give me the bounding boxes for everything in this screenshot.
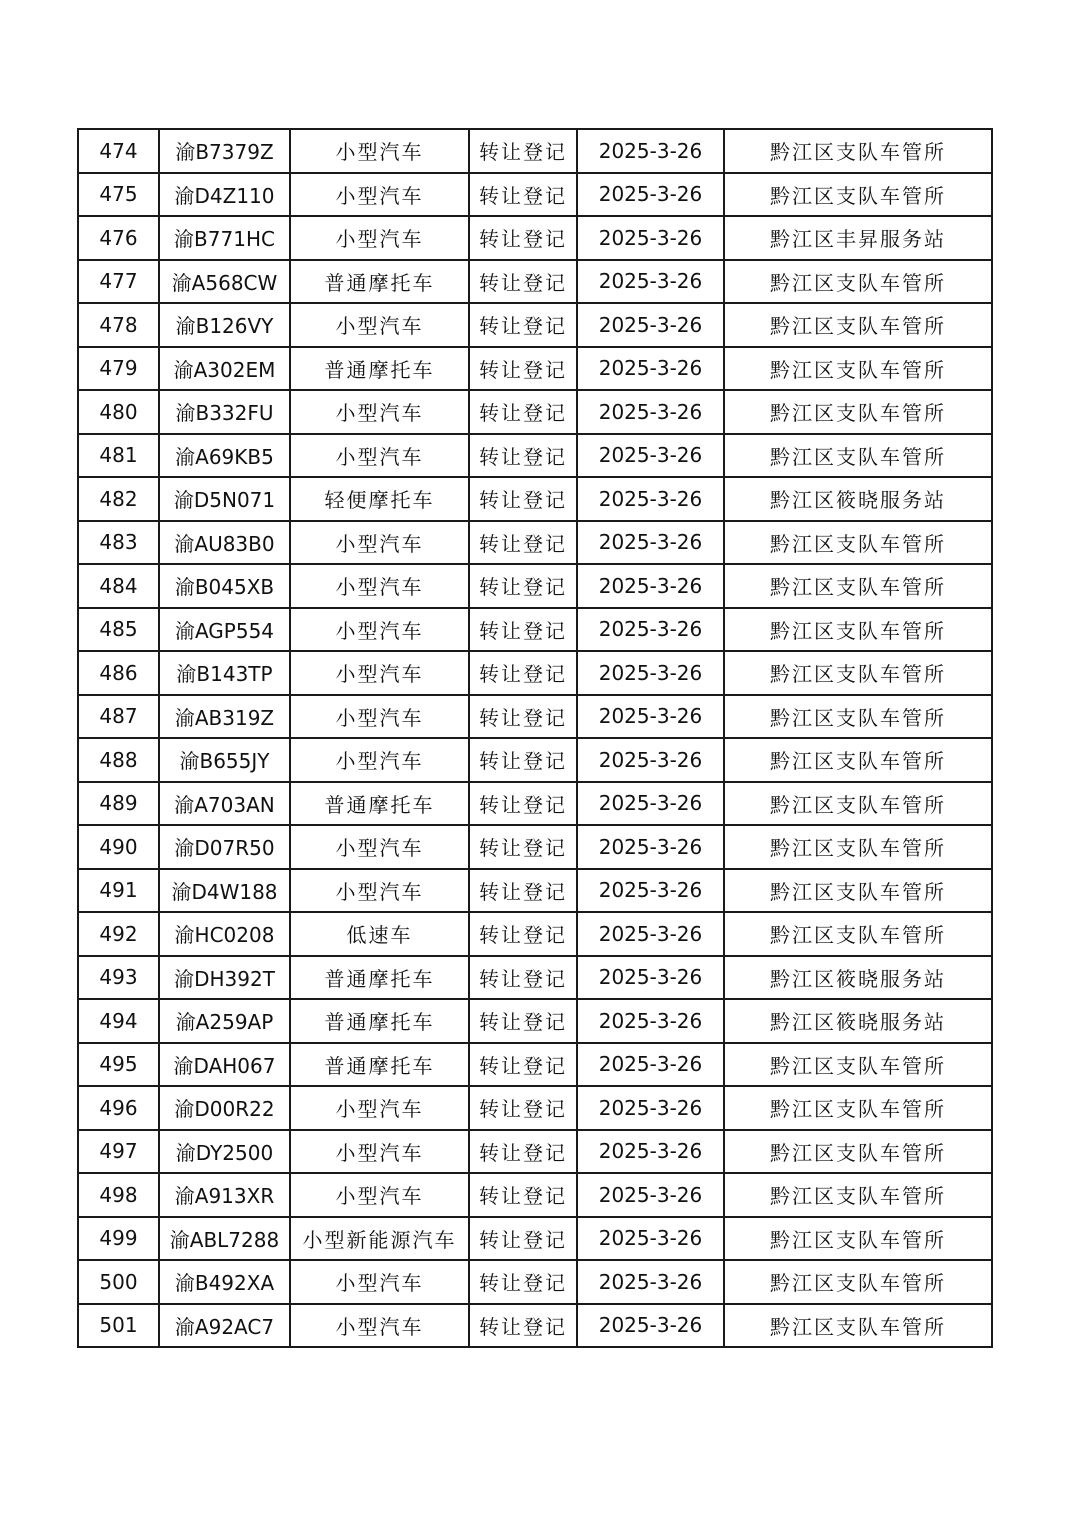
business-type: 转让登记 — [469, 738, 577, 782]
record-number: 499 — [78, 1217, 159, 1261]
office-name: 黔江区支队车管所 — [724, 303, 992, 347]
office-name: 黔江区支队车管所 — [724, 521, 992, 565]
office-name: 黔江区支队车管所 — [724, 608, 992, 652]
record-number: 497 — [78, 1130, 159, 1174]
plate-number: 渝D5N071 — [159, 477, 290, 521]
plate-number: 渝ABL7288 — [159, 1217, 290, 1261]
business-type: 转让登记 — [469, 912, 577, 956]
table-row — [78, 1304, 992, 1348]
record-number: 484 — [78, 564, 159, 608]
plate-number: 渝DH392T — [159, 956, 290, 1000]
office-name: 黔江区筱晓服务站 — [724, 999, 992, 1043]
vehicle-type: 小型汽车 — [290, 1260, 469, 1304]
table-row — [78, 129, 992, 173]
plate-number: 渝AB319Z — [159, 695, 290, 739]
plate-number: 渝DY2500 — [159, 1130, 290, 1174]
record-number: 474 — [78, 129, 159, 173]
vehicle-type: 小型汽车 — [290, 390, 469, 434]
record-number: 483 — [78, 521, 159, 565]
business-type: 转让登记 — [469, 1086, 577, 1130]
record-number: 491 — [78, 869, 159, 913]
registration-date: 2025-3-26 — [577, 1217, 724, 1261]
registration-date: 2025-3-26 — [577, 1086, 724, 1130]
business-type: 转让登记 — [469, 1130, 577, 1174]
table-row — [78, 825, 992, 869]
vehicle-type: 小型汽车 — [290, 869, 469, 913]
business-type: 转让登记 — [469, 608, 577, 652]
table-row — [78, 869, 992, 913]
table-row — [78, 912, 992, 956]
office-name: 黔江区支队车管所 — [724, 390, 992, 434]
office-name: 黔江区筱晓服务站 — [724, 956, 992, 1000]
plate-number: 渝A259AP — [159, 999, 290, 1043]
plate-number: 渝B7379Z — [159, 129, 290, 173]
registration-date: 2025-3-26 — [577, 608, 724, 652]
office-name: 黔江区支队车管所 — [724, 782, 992, 826]
vehicle-type: 小型汽车 — [290, 173, 469, 217]
registration-date: 2025-3-26 — [577, 390, 724, 434]
registration-date: 2025-3-26 — [577, 1260, 724, 1304]
vehicle-type: 小型汽车 — [290, 216, 469, 260]
office-name: 黔江区支队车管所 — [724, 651, 992, 695]
vehicle-type: 轻便摩托车 — [290, 477, 469, 521]
registration-date: 2025-3-26 — [577, 825, 724, 869]
registration-date: 2025-3-26 — [577, 129, 724, 173]
office-name: 黔江区支队车管所 — [724, 260, 992, 304]
vehicle-type: 低速车 — [290, 912, 469, 956]
registration-date: 2025-3-26 — [577, 912, 724, 956]
plate-number: 渝B492XA — [159, 1260, 290, 1304]
business-type: 转让登记 — [469, 1173, 577, 1217]
vehicle-type: 小型汽车 — [290, 825, 469, 869]
office-name: 黔江区筱晓服务站 — [724, 477, 992, 521]
record-number: 501 — [78, 1304, 159, 1348]
table-row — [78, 651, 992, 695]
table-row — [78, 1173, 992, 1217]
vehicle-type: 普通摩托车 — [290, 999, 469, 1043]
business-type: 转让登记 — [469, 390, 577, 434]
registration-date: 2025-3-26 — [577, 651, 724, 695]
business-type: 转让登记 — [469, 999, 577, 1043]
business-type: 转让登记 — [469, 956, 577, 1000]
registration-date: 2025-3-26 — [577, 347, 724, 391]
table-row — [78, 782, 992, 826]
plate-number: 渝A302EM — [159, 347, 290, 391]
record-number: 481 — [78, 434, 159, 478]
vehicle-type: 小型汽车 — [290, 1130, 469, 1174]
registration-table — [77, 128, 993, 1348]
registration-date: 2025-3-26 — [577, 869, 724, 913]
table-row — [78, 738, 992, 782]
record-number: 475 — [78, 173, 159, 217]
table-row — [78, 999, 992, 1043]
business-type: 转让登记 — [469, 303, 577, 347]
table-row — [78, 521, 992, 565]
registration-date: 2025-3-26 — [577, 782, 724, 826]
vehicle-type: 小型汽车 — [290, 1173, 469, 1217]
vehicle-type: 小型汽车 — [290, 695, 469, 739]
record-number: 477 — [78, 260, 159, 304]
vehicle-type: 普通摩托车 — [290, 782, 469, 826]
record-number: 489 — [78, 782, 159, 826]
table-row — [78, 608, 992, 652]
vehicle-type: 普通摩托车 — [290, 260, 469, 304]
registration-date: 2025-3-26 — [577, 1304, 724, 1348]
record-number: 498 — [78, 1173, 159, 1217]
table-row — [78, 1043, 992, 1087]
plate-number: 渝A568CW — [159, 260, 290, 304]
table-row — [78, 956, 992, 1000]
business-type: 转让登记 — [469, 216, 577, 260]
business-type: 转让登记 — [469, 129, 577, 173]
record-number: 494 — [78, 999, 159, 1043]
registration-table-body — [78, 129, 992, 1347]
business-type: 转让登记 — [469, 869, 577, 913]
table-row — [78, 477, 992, 521]
business-type: 转让登记 — [469, 1304, 577, 1348]
record-number: 486 — [78, 651, 159, 695]
table-row — [78, 390, 992, 434]
vehicle-type: 普通摩托车 — [290, 956, 469, 1000]
record-number: 496 — [78, 1086, 159, 1130]
plate-number: 渝HC0208 — [159, 912, 290, 956]
business-type: 转让登记 — [469, 173, 577, 217]
record-number: 500 — [78, 1260, 159, 1304]
vehicle-type: 小型汽车 — [290, 303, 469, 347]
business-type: 转让登记 — [469, 477, 577, 521]
table-row — [78, 260, 992, 304]
vehicle-type: 小型汽车 — [290, 564, 469, 608]
office-name: 黔江区支队车管所 — [724, 129, 992, 173]
vehicle-type: 普通摩托车 — [290, 1043, 469, 1087]
registration-date: 2025-3-26 — [577, 956, 724, 1000]
record-number: 487 — [78, 695, 159, 739]
plate-number: 渝B126VY — [159, 303, 290, 347]
business-type: 转让登记 — [469, 695, 577, 739]
plate-number: 渝D07R50 — [159, 825, 290, 869]
vehicle-type: 小型汽车 — [290, 651, 469, 695]
office-name: 黔江区支队车管所 — [724, 434, 992, 478]
office-name: 黔江区支队车管所 — [724, 347, 992, 391]
plate-number: 渝A703AN — [159, 782, 290, 826]
vehicle-type: 小型汽车 — [290, 434, 469, 478]
plate-number: 渝B655JY — [159, 738, 290, 782]
office-name: 黔江区支队车管所 — [724, 1217, 992, 1261]
business-type: 转让登记 — [469, 260, 577, 304]
plate-number: 渝B045XB — [159, 564, 290, 608]
registration-date: 2025-3-26 — [577, 1130, 724, 1174]
plate-number: 渝B771HC — [159, 216, 290, 260]
plate-number: 渝AGP554 — [159, 608, 290, 652]
record-number: 492 — [78, 912, 159, 956]
office-name: 黔江区支队车管所 — [724, 1130, 992, 1174]
business-type: 转让登记 — [469, 1217, 577, 1261]
vehicle-type: 小型汽车 — [290, 1086, 469, 1130]
registration-date: 2025-3-26 — [577, 1173, 724, 1217]
registration-date: 2025-3-26 — [577, 695, 724, 739]
plate-number: 渝D4W188 — [159, 869, 290, 913]
business-type: 转让登记 — [469, 825, 577, 869]
table-row — [78, 173, 992, 217]
vehicle-type: 小型新能源汽车 — [290, 1217, 469, 1261]
vehicle-type: 小型汽车 — [290, 129, 469, 173]
record-number: 480 — [78, 390, 159, 434]
office-name: 黔江区支队车管所 — [724, 695, 992, 739]
registration-date: 2025-3-26 — [577, 477, 724, 521]
registration-date: 2025-3-26 — [577, 521, 724, 565]
office-name: 黔江区支队车管所 — [724, 738, 992, 782]
vehicle-type: 小型汽车 — [290, 608, 469, 652]
plate-number: 渝A913XR — [159, 1173, 290, 1217]
business-type: 转让登记 — [469, 564, 577, 608]
vehicle-type: 小型汽车 — [290, 738, 469, 782]
business-type: 转让登记 — [469, 434, 577, 478]
business-type: 转让登记 — [469, 782, 577, 826]
record-number: 495 — [78, 1043, 159, 1087]
business-type: 转让登记 — [469, 1260, 577, 1304]
plate-number: 渝D4Z110 — [159, 173, 290, 217]
office-name: 黔江区支队车管所 — [724, 1173, 992, 1217]
record-number: 478 — [78, 303, 159, 347]
office-name: 黔江区支队车管所 — [724, 1304, 992, 1348]
plate-number: 渝D00R22 — [159, 1086, 290, 1130]
table-row — [78, 1086, 992, 1130]
office-name: 黔江区支队车管所 — [724, 912, 992, 956]
plate-number: 渝DAH067 — [159, 1043, 290, 1087]
business-type: 转让登记 — [469, 1043, 577, 1087]
plate-number: 渝A69KB5 — [159, 434, 290, 478]
record-number: 493 — [78, 956, 159, 1000]
table-row — [78, 1130, 992, 1174]
business-type: 转让登记 — [469, 651, 577, 695]
table-row — [78, 1217, 992, 1261]
plate-number: 渝AU83B0 — [159, 521, 290, 565]
table-row — [78, 434, 992, 478]
plate-number: 渝A92AC7 — [159, 1304, 290, 1348]
office-name: 黔江区支队车管所 — [724, 825, 992, 869]
registration-date: 2025-3-26 — [577, 999, 724, 1043]
record-number: 482 — [78, 477, 159, 521]
office-name: 黔江区支队车管所 — [724, 1260, 992, 1304]
office-name: 黔江区丰昇服务站 — [724, 216, 992, 260]
office-name: 黔江区支队车管所 — [724, 564, 992, 608]
business-type: 转让登记 — [469, 347, 577, 391]
business-type: 转让登记 — [469, 521, 577, 565]
registration-date: 2025-3-26 — [577, 260, 724, 304]
vehicle-type: 小型汽车 — [290, 521, 469, 565]
office-name: 黔江区支队车管所 — [724, 173, 992, 217]
registration-date: 2025-3-26 — [577, 173, 724, 217]
record-number: 485 — [78, 608, 159, 652]
registration-date: 2025-3-26 — [577, 434, 724, 478]
table-row — [78, 1260, 992, 1304]
table-row — [78, 347, 992, 391]
record-number: 476 — [78, 216, 159, 260]
table-row — [78, 564, 992, 608]
office-name: 黔江区支队车管所 — [724, 869, 992, 913]
office-name: 黔江区支队车管所 — [724, 1043, 992, 1087]
record-number: 479 — [78, 347, 159, 391]
record-number: 488 — [78, 738, 159, 782]
table-row — [78, 303, 992, 347]
registration-date: 2025-3-26 — [577, 738, 724, 782]
vehicle-type: 普通摩托车 — [290, 347, 469, 391]
vehicle-type: 小型汽车 — [290, 1304, 469, 1348]
table-row — [78, 216, 992, 260]
registration-date: 2025-3-26 — [577, 303, 724, 347]
registration-date: 2025-3-26 — [577, 216, 724, 260]
record-number: 490 — [78, 825, 159, 869]
registration-date: 2025-3-26 — [577, 564, 724, 608]
table-row — [78, 695, 992, 739]
plate-number: 渝B143TP — [159, 651, 290, 695]
office-name: 黔江区支队车管所 — [724, 1086, 992, 1130]
registration-date: 2025-3-26 — [577, 1043, 724, 1087]
plate-number: 渝B332FU — [159, 390, 290, 434]
